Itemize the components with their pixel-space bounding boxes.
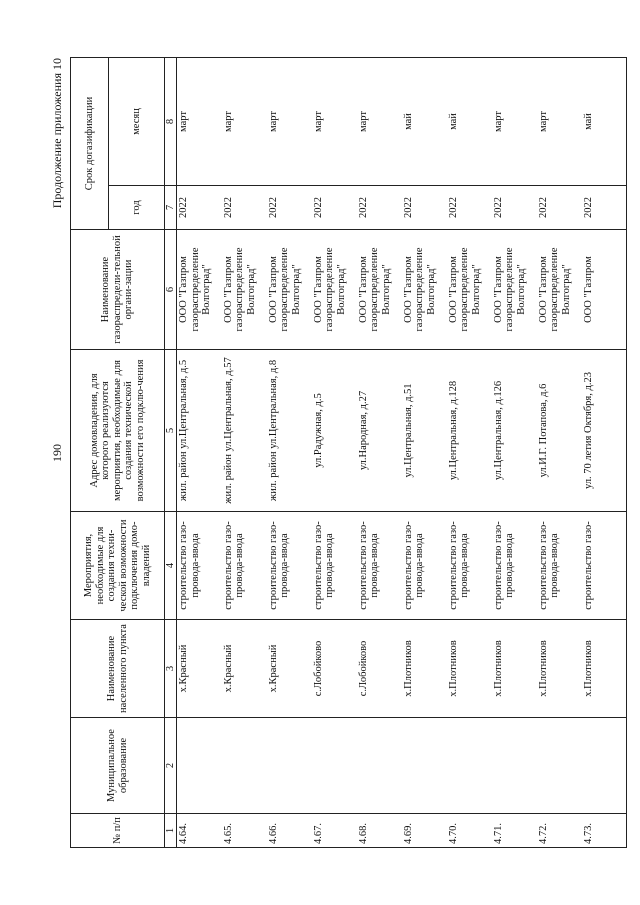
row-number: 4.71. [492, 814, 537, 848]
municipality-cell [222, 718, 267, 814]
settlement-cell: с.Лобойково [357, 620, 402, 718]
month-cell: март [222, 57, 267, 185]
settlement-cell: х.Плотников [402, 620, 447, 718]
year-cell: 2022 [222, 186, 267, 230]
address-cell: ул.Народная, д.27 [357, 350, 402, 512]
municipality-cell [447, 718, 492, 814]
table-row [402, 57, 447, 847]
row-number: 4.73. [582, 814, 627, 848]
header-address: Адрес домовладения, для которого реализуются мероприятия, необходимые для создания технической возможности его подклю-чения [71, 350, 165, 512]
address-cell: ул. 70 летия Октября, д.23 [582, 350, 627, 512]
address-cell: ул.Центральная, д.51 [402, 350, 447, 512]
measures-cell: строительство газо-провода-ввода [492, 512, 537, 620]
month-cell: март [177, 57, 222, 185]
municipality-cell [582, 718, 627, 814]
address-cell: жил. район ул.Центральная, д.57 [222, 350, 267, 512]
gas-org-cell: ООО "Газпром газораспределение Волгоград" [492, 230, 537, 350]
column-index-row [165, 57, 177, 847]
header-settlement: Наименование населенного пункта [71, 620, 165, 718]
measures-cell: строительство газо-провода-ввода [177, 512, 222, 620]
table-row [582, 57, 627, 847]
municipality-cell [177, 718, 222, 814]
row-number: 4.67. [312, 814, 357, 848]
year-cell: 2022 [537, 186, 582, 230]
column-index: 4 [165, 512, 177, 620]
table-row [267, 57, 312, 847]
gas-org-cell: ООО "Газпром газораспределение Волгоград" [537, 230, 582, 350]
measures-cell: строительство газо-провода-ввода [357, 512, 402, 620]
gas-org-cell: ООО "Газпром газораспределение Волгоград" [177, 230, 222, 350]
column-index: 8 [165, 57, 177, 185]
gas-org-cell: ООО "Газпром газораспределение Волгоград" [357, 230, 402, 350]
month-cell: май [447, 57, 492, 185]
header-municipality: Муниципальное образование [71, 718, 165, 814]
month-cell: март [357, 57, 402, 185]
row-number: 4.64. [177, 814, 222, 848]
month-cell: март [492, 57, 537, 185]
year-cell: 2022 [492, 186, 537, 230]
month-cell: март [537, 57, 582, 185]
settlement-cell: х.Плотников [537, 620, 582, 718]
municipality-cell [267, 718, 312, 814]
month-cell: март [267, 57, 312, 185]
header-measures: Мероприятия, необходимые для создания техни-ческой возможности подключения домо-владений [71, 512, 165, 620]
column-index: 7 [165, 186, 177, 230]
gasification-table [70, 57, 627, 848]
year-cell: 2022 [357, 186, 402, 230]
header-num: № п/п [71, 814, 165, 848]
column-index: 3 [165, 620, 177, 718]
gas-org-cell: ООО "Газпром газораспределение Волгоград" [222, 230, 267, 350]
year-cell: 2022 [582, 186, 627, 230]
header-year: год [109, 186, 165, 230]
year-cell: 2022 [312, 186, 357, 230]
rotated-page [50, 58, 594, 848]
gas-org-cell: ООО "Газпром [582, 230, 627, 350]
gas-org-cell: ООО "Газпром газораспределение Волгоград" [402, 230, 447, 350]
municipality-cell [402, 718, 447, 814]
page-number: 190 [50, 444, 64, 462]
column-index: 5 [165, 350, 177, 512]
measures-cell: строительство газо-провода-ввода [402, 512, 447, 620]
measures-cell: строительство газо-провода-ввода [222, 512, 267, 620]
address-cell: ул.Центральная, д.128 [447, 350, 492, 512]
row-number: 4.68. [357, 814, 402, 848]
gas-org-cell: ООО "Газпром газораспределение Волгоград" [267, 230, 312, 350]
municipality-cell [357, 718, 402, 814]
gas-org-cell: ООО "Газпром газораспределение Волгоград" [447, 230, 492, 350]
column-index: 1 [165, 814, 177, 848]
table-row [222, 57, 267, 847]
row-number: 4.65. [222, 814, 267, 848]
row-number: 4.72. [537, 814, 582, 848]
year-cell: 2022 [177, 186, 222, 230]
settlement-cell: х.Красный [177, 620, 222, 718]
column-index: 6 [165, 230, 177, 350]
year-cell: 2022 [402, 186, 447, 230]
table-row [177, 57, 222, 847]
row-number: 4.66. [267, 814, 312, 848]
settlement-cell: с.Лобойково [312, 620, 357, 718]
continuation-label: Продолжение приложения 10 [50, 58, 64, 209]
settlement-cell: х.Плотников [447, 620, 492, 718]
table-body [177, 57, 627, 847]
table-row [312, 57, 357, 847]
settlement-cell: х.Плотников [492, 620, 537, 718]
address-cell: ул.Радужная, д.5 [312, 350, 357, 512]
municipality-cell [492, 718, 537, 814]
month-cell: май [402, 57, 447, 185]
address-cell: ул.И.Г. Потапова, д.6 [537, 350, 582, 512]
measures-cell: строительство газо-провода-ввода [537, 512, 582, 620]
table-row [357, 57, 402, 847]
table-row [537, 57, 582, 847]
month-cell: май [582, 57, 627, 185]
address-cell: жил. район ул.Центральная, д.8 [267, 350, 312, 512]
settlement-cell: х.Плотников [582, 620, 627, 718]
address-cell: ул.Центральная, д.126 [492, 350, 537, 512]
row-number: 4.70. [447, 814, 492, 848]
header-term: Срок догазификации [71, 57, 109, 229]
gas-org-cell: ООО "Газпром газораспределение Волгоград" [312, 230, 357, 350]
table-row [447, 57, 492, 847]
column-index: 2 [165, 718, 177, 814]
year-cell: 2022 [267, 186, 312, 230]
table-row [492, 57, 537, 847]
settlement-cell: х.Красный [222, 620, 267, 718]
row-number: 4.69. [402, 814, 447, 848]
municipality-cell [537, 718, 582, 814]
year-cell: 2022 [447, 186, 492, 230]
month-cell: март [312, 57, 357, 185]
settlement-cell: х.Красный [267, 620, 312, 718]
municipality-cell [312, 718, 357, 814]
measures-cell: строительство газо-провода-ввода [312, 512, 357, 620]
header-gas-org: Наименование газораспредели-тельной органи-зации [71, 230, 165, 350]
measures-cell: строительство газо-провода-ввода [267, 512, 312, 620]
measures-cell: строительство газо- [582, 512, 627, 620]
measures-cell: строительство газо-провода-ввода [447, 512, 492, 620]
address-cell: жил. район ул.Центральная, д.5 [177, 350, 222, 512]
header-month: месяц [109, 57, 165, 185]
